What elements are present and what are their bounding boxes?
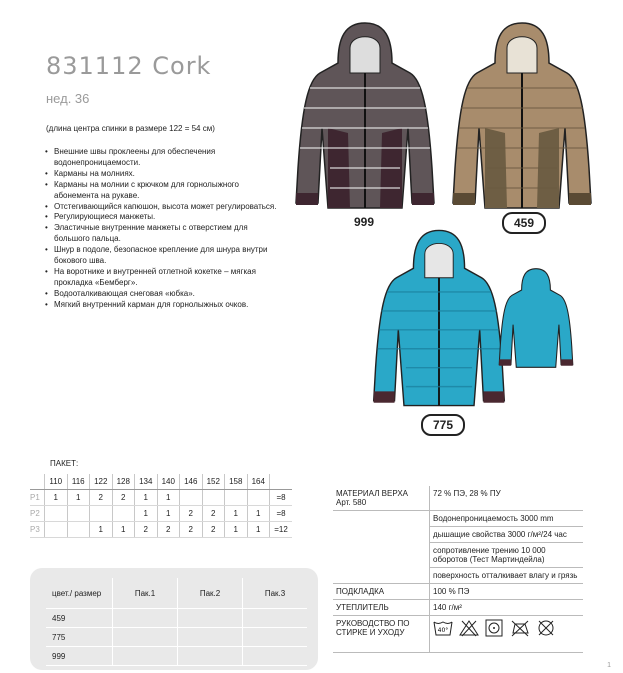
cell	[202, 490, 225, 506]
row-color: 775	[46, 628, 113, 647]
table-row	[30, 506, 292, 522]
product-title: 831112 Cork	[46, 52, 212, 80]
spec-key: ПОДКЛАДКА	[333, 584, 430, 600]
row-total: =8	[270, 490, 293, 506]
cell	[90, 506, 113, 522]
wash-40-icon	[433, 619, 453, 637]
size-header: 134	[135, 474, 158, 490]
size-pack-table	[30, 474, 292, 538]
cell	[225, 490, 248, 506]
spec-value: сопротивление трению 10 000 оборотов (Тест Мартиндейла)	[430, 543, 584, 568]
size-header: 116	[67, 474, 90, 490]
pack-input[interactable]	[243, 609, 308, 628]
jacket-999-illustration	[290, 18, 440, 213]
size-header: 128	[112, 474, 135, 490]
feature-item: • Мягкий внутренний карман для горнолыжных очков.	[54, 300, 284, 311]
spec-value: дышащие свойства 3000 г/м²/24 час	[430, 527, 584, 543]
delivery-week: нед. 36	[46, 91, 90, 106]
spec-value: 72 % ПЭ, 28 % ПУ	[430, 486, 584, 511]
cell: 2	[90, 490, 113, 506]
tumble-dry-icon	[485, 619, 503, 637]
pack-label: ПАКЕТ:	[50, 459, 79, 468]
size-header: 140	[157, 474, 180, 490]
packs-header: Пак.3	[243, 578, 308, 609]
color-code-775: 775	[421, 414, 465, 436]
back-length-note: (длина центра спинки в размере 122 = 54 см)	[46, 124, 215, 133]
feature-item: • Шнур в подоле, безопасное крепление для шнура внутри бокового шва.	[54, 245, 284, 267]
row-color: 999	[46, 647, 113, 666]
size-header: 164	[247, 474, 270, 490]
cell: 1	[157, 490, 180, 506]
size-header: 158	[225, 474, 248, 490]
feature-item: • На воротнике и внутренней отлетной кокетке – мягкая прокладка «Бемберг».	[54, 267, 284, 289]
cell: 2	[112, 490, 135, 506]
row-total: =12	[270, 522, 293, 538]
cell	[45, 506, 68, 522]
color-code-459: 459	[502, 212, 546, 234]
row-label: P1	[30, 490, 45, 506]
cell	[247, 490, 270, 506]
size-header: 122	[90, 474, 113, 490]
feature-item: • Водооталкивающая снеговая «юбка».	[54, 289, 284, 300]
size-header: 146	[180, 474, 203, 490]
cell: 1	[157, 506, 180, 522]
material-specs-table	[333, 486, 583, 653]
table-row	[30, 490, 292, 506]
cell: 1	[135, 506, 158, 522]
feature-item: • Эластичные внутренние манжеты с отверстием для большого пальца.	[54, 223, 284, 245]
spec-value: 140 г/м²	[430, 600, 584, 616]
cell	[45, 522, 68, 538]
table-row	[46, 609, 307, 628]
feature-item: • Регулирующиеся манжеты.	[54, 212, 284, 223]
svg-text:40°: 40°	[437, 627, 449, 634]
cell: 1	[225, 522, 248, 538]
spec-key: РУКОВОДСТВО ПО СТИРКЕ И УХОДУ	[333, 616, 430, 653]
jacket-775-illustration	[368, 222, 510, 414]
pack-input[interactable]	[113, 609, 178, 628]
spec-key: УТЕПЛИТЕЛЬ	[333, 600, 430, 616]
packs-header: Пак.1	[113, 578, 178, 609]
cell: 2	[135, 522, 158, 538]
no-bleach-icon	[459, 619, 479, 637]
cell: 2	[157, 522, 180, 538]
spec-key: МАТЕРИАЛ ВЕРХА Арт. 580	[333, 486, 430, 511]
packs-header-color: цвет./ размер	[46, 578, 113, 609]
cell: 1	[67, 490, 90, 506]
cell: 1	[90, 522, 113, 538]
table-row	[46, 628, 307, 647]
row-label: P3	[30, 522, 45, 538]
spec-value: 100 % ПЭ	[430, 584, 584, 600]
pack-input[interactable]	[178, 628, 243, 647]
jacket-body	[296, 23, 434, 208]
pack-input[interactable]	[243, 647, 308, 666]
table-row	[46, 647, 307, 666]
cell: 2	[180, 522, 203, 538]
no-dryclean-icon	[536, 619, 556, 637]
feature-item: • Карманы на молнии с крючком для горнолыжного абонемента на рукаве.	[54, 180, 284, 202]
cell: 1	[247, 506, 270, 522]
packs-header: Пак.2	[178, 578, 243, 609]
jacket-459-illustration	[447, 18, 597, 213]
spec-value: Водонепроницаемость 3000 mm	[430, 511, 584, 527]
cell	[67, 506, 90, 522]
cell: 2	[202, 506, 225, 522]
color-code-999: 999	[354, 215, 375, 229]
row-total: =8	[270, 506, 293, 522]
cell: 1	[247, 522, 270, 538]
size-header: 110	[45, 474, 68, 490]
cell: 1	[112, 522, 135, 538]
feature-item: • Отстегивающийся капюшон, высота может регулироваться.	[54, 202, 284, 213]
page-number: 1	[607, 662, 611, 669]
feature-list	[44, 147, 284, 311]
pack-order-table	[46, 578, 307, 666]
no-iron-icon	[510, 619, 530, 637]
pack-input[interactable]	[178, 609, 243, 628]
cell: 2	[180, 506, 203, 522]
pack-input[interactable]	[113, 647, 178, 666]
cell: 2	[202, 522, 225, 538]
cell: 1	[225, 506, 248, 522]
row-color: 459	[46, 609, 113, 628]
feature-item: • Внешние швы проклеены для обеспечения водонепроницаемости.	[54, 147, 284, 169]
cell: 1	[45, 490, 68, 506]
pack-input[interactable]	[113, 628, 178, 647]
feature-item: • Карманы на молниях.	[54, 169, 284, 180]
cell: 1	[135, 490, 158, 506]
size-header: 152	[202, 474, 225, 490]
cell	[67, 522, 90, 538]
cell	[180, 490, 203, 506]
cell	[112, 506, 135, 522]
care-icons	[430, 616, 584, 653]
pack-input[interactable]	[243, 628, 308, 647]
row-label: P2	[30, 506, 45, 522]
table-row	[30, 522, 292, 538]
spec-value: поверхность отталкивает влагу и грязь	[430, 568, 584, 584]
jacket-775-back-illustration	[496, 258, 576, 378]
pack-input[interactable]	[178, 647, 243, 666]
